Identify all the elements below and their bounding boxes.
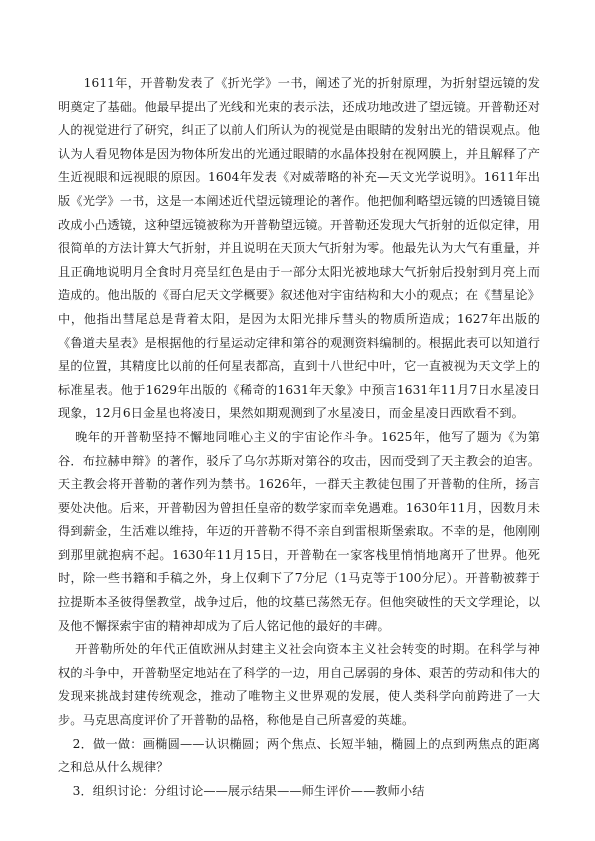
paragraph-kepler-optics: 1611年，开普勒发表了《折光学》一书，阐述了光的折射原理，为折射望远镜的发明奠定了基础。他最早提出了光线和光束的表示法，还成功地改进了望远镜。开普勒还对人的视觉进行了研究，纠正了以前人们所认为的视觉是由眼睛的发射出光的错误观点。他认为人看见物体是因为物体所发出的光通过眼睛的水晶体投射在视网膜上，并且解释了产生近视眼和远视眼的原因。1604年发表《对威蒂略的补充—天文光学说明》。1611年出版《光学》一书，这是一本阐述近代望远镜理论的著作。他把伽利略望远镜的凹透镜目镜改成小凸透镜，这种望远镜被称为开普勒望远镜。开普勒还发现大气折射的近似定律，用很简单的方法计算大气折射，并且说明在天顶大气折射为零。他最先认为大气有重量，并且正确地说明月全食时月亮呈红色是由于一部分太阳光被地球大气折射后投射到月亮上而造成的。他出版的《哥白尼天文学概要》叙述他对宇宙结构和大小的观点；在《彗星论》中，他指出彗尾总是背着太阳，是因为太阳光排斥彗头的物质所造成；1627年出版的《鲁道夫星表》是根据他的行星运动定律和第谷的观测资料编制的。根据此表可以知道行星的位置，其精度比以前的任何星表都高，直到十八世纪中叶，它一直被视为天文学上的标准星表。他于1629年出版的《稀奇的1631年天象》中预言1631年11月7日水星凌日现象，12月6日金星也将凌日，果然如期观测到了水星凌日，而金星凌日西欧看不到。 bbox=[58, 76, 540, 421]
paragraph-kepler-legacy: 开普勒所处的年代正值欧洲从封建主义社会向资本主义社会转变的时期。在科学与神权的斗争中，开普勒坚定地站在了科学的一边，用自己孱弱的身体、艰苦的劳动和伟大的发现来挑战封建传统观念，推动了唯物主义世界观的发展，使人类科学向前跨进了一大步。马克思高度评价了开普勒的品格，称他是自己所喜爱的英雄。 bbox=[58, 642, 540, 728]
document-body bbox=[58, 72, 540, 803]
activity-draw-ellipse: 2．做一做：画椭圆——认识椭圆；两个焦点、长短半轴，椭圆上的点到两焦点的距离之和总从什么规律？ bbox=[58, 736, 540, 775]
activity-group-discussion: 3．组织讨论：分组讨论——展示结果——师生评价——教师小结 bbox=[72, 783, 425, 798]
paragraph-kepler-late-years: 晚年的开普勒坚持不懈地同唯心主义的宇宙论作斗争。1625年，他写了题为《为第谷．布拉赫申辩》的著作，驳斥了乌尔苏斯对第谷的攻击，因而受到了天主教会的迫害。天主教会将开普勒的著作列为禁书。1626年，一群天主教徒包围了开普勒的住所，扬言要处决他。后来，开普勒因为曾担任皇帝的数学家而幸免遇难。1630年11月，因数月未得到薪金，生活难以维持，年迈的开普勒不得不亲自到雷根斯堡索取。不幸的是，他刚刚到那里就抱病不起。1630年11月15日，开普勒在一家客栈里悄悄地离开了世界。他死时，除一些书籍和手稿之外，身上仅剩下了7分尼（1马克等于100分尼）。开普勒被葬于拉提斯本圣彼得堡教堂，战争过后，他的坟墓已荡然无存。但他突破性的天文学理论，以及他不懈探索宇宙的精神却成为了后人铭记他的最好的丰碑。 bbox=[58, 429, 540, 633]
